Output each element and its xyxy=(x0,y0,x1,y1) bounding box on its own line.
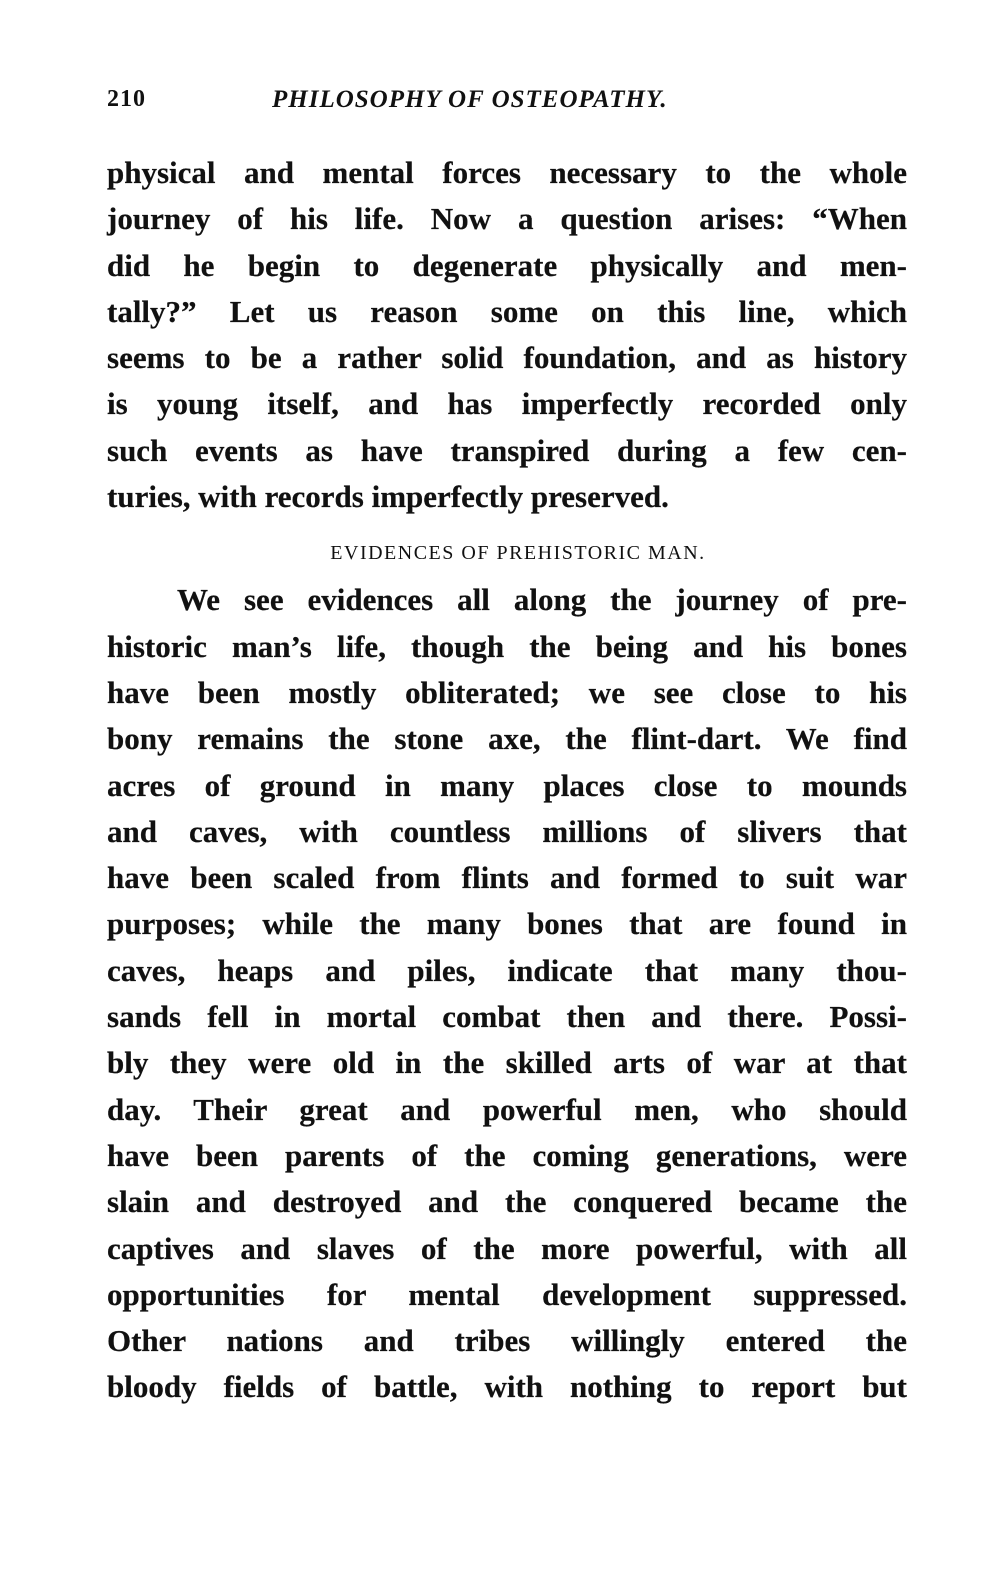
text-line: slain and destroyed and the conquered became the xyxy=(107,1184,907,1220)
text-line: such events as have transpired during a few cen- xyxy=(107,432,907,468)
text-line: caves, heaps and piles, indicate that many thou- xyxy=(107,952,907,988)
running-header xyxy=(107,80,907,124)
text-line: sands fell in mortal combat then and there. Possi- xyxy=(107,999,907,1035)
text-line: have been parents of the coming generations, were xyxy=(107,1137,907,1173)
text-line: and caves, with countless millions of slivers that xyxy=(107,813,907,849)
text-line: bloody fields of battle, with nothing to report but xyxy=(107,1369,907,1405)
text-line: tally?” Let us reason some on this line, which xyxy=(107,293,907,329)
text-line: seems to be a rather solid foundation, and as history xyxy=(107,340,907,376)
text-line: turies, with records imperfectly preserved. xyxy=(107,479,669,515)
text-line: Other nations and tribes willingly entered the xyxy=(107,1323,907,1359)
text-line: journey of his life. Now a question arises: “When xyxy=(107,201,907,237)
text-line: is young itself, and has imperfectly recorded only xyxy=(107,386,907,422)
text-line: opportunities for mental development suppressed. xyxy=(107,1276,907,1312)
text-line: acres of ground in many places close to mounds xyxy=(107,767,907,803)
text-line: historic man’s life, though the being and his bones xyxy=(107,628,907,664)
paragraph-evidences xyxy=(107,577,907,1410)
text-line: We see evidences all along the journey of pre- xyxy=(177,582,907,618)
paragraph-continuation xyxy=(107,150,907,520)
text-line: did he begin to degenerate physically and men- xyxy=(107,247,907,283)
section-heading: EVIDENCES OF PREHISTORIC MAN. xyxy=(330,542,706,565)
page-number: 210 xyxy=(107,86,146,112)
text-line: purposes; while the many bones that are found in xyxy=(107,906,907,942)
running-title: PHILOSOPHY OF OSTEOPATHY. xyxy=(272,86,668,113)
text-line: bony remains the stone axe, the flint-dart. We find xyxy=(107,721,907,757)
text-line: bly they were old in the skilled arts of war at that xyxy=(107,1045,907,1081)
text-line: captives and slaves of the more powerful, with all xyxy=(107,1230,907,1266)
text-line: physical and mental forces necessary to the whole xyxy=(107,155,907,190)
text-line: have been scaled from flints and formed to suit war xyxy=(107,860,907,896)
book-page xyxy=(107,80,907,1411)
text-line: day. Their great and powerful men, who should xyxy=(107,1091,907,1127)
text-line: have been mostly obliterated; we see close to his xyxy=(107,674,907,710)
